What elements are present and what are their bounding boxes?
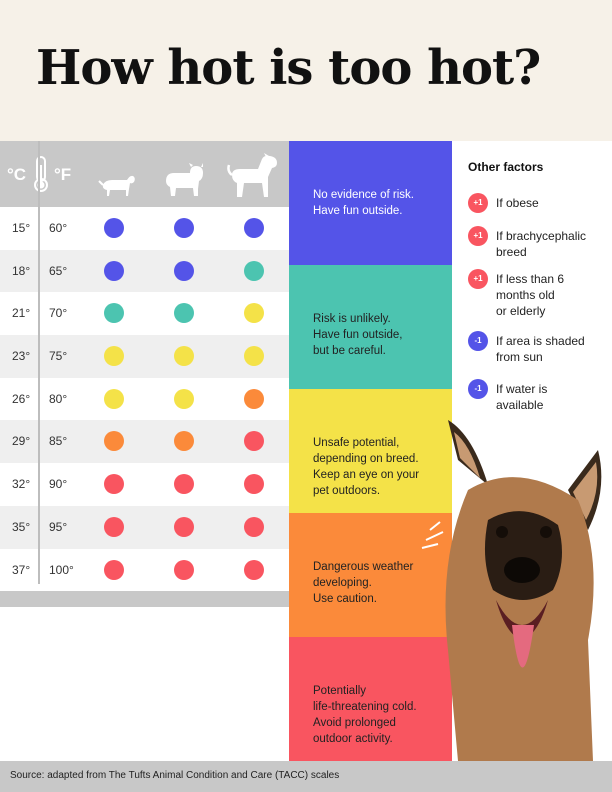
factor-badge: +1 <box>468 193 488 213</box>
table-row <box>0 335 289 378</box>
header <box>0 0 612 141</box>
fahrenheit-value: 80° <box>49 391 68 406</box>
risk-dot-large-dog <box>244 303 264 323</box>
table-row <box>0 250 289 293</box>
risk-dot-large-dog <box>244 346 264 366</box>
factor-badge: -1 <box>468 379 488 399</box>
fahrenheit-label: °F <box>54 165 72 184</box>
factor-badge: +1 <box>468 269 488 289</box>
fahrenheit-value: 60° <box>49 221 68 235</box>
celsius-value: 18° <box>12 263 31 278</box>
celsius-value: 15° <box>12 221 31 235</box>
celsius-value: 37° <box>12 562 31 577</box>
risk-dot-small-dog <box>104 389 124 409</box>
table-row <box>0 207 289 250</box>
german-shepherd-photo <box>418 420 612 761</box>
other-factors <box>452 141 612 461</box>
risk-band-text: Dangerous weather developing. Use caution. <box>313 561 414 605</box>
footer <box>0 761 612 792</box>
risk-dot-bulldog <box>174 560 194 580</box>
factor-text: If brachycephalic breed <box>496 229 587 259</box>
celsius-value: 29° <box>12 434 31 449</box>
risk-band-blue <box>289 141 452 265</box>
factor-text: If obese <box>496 196 539 210</box>
risk-dot-bulldog <box>174 303 194 323</box>
factor-badge: -1 <box>468 331 488 351</box>
risk-band-text: No evidence of risk. Have fun outside. <box>313 189 414 217</box>
risk-dot-large-dog <box>244 431 264 451</box>
risk-dot-small-dog <box>104 474 124 494</box>
risk-dot-large-dog <box>244 517 264 537</box>
other-factors-heading: Other factors <box>468 160 544 174</box>
celsius-label: °C <box>7 165 27 184</box>
risk-dot-bulldog <box>174 389 194 409</box>
source-note: Source: adapted from The Tufts Animal Condition and Care (TACC) scales <box>10 770 340 781</box>
table-header <box>0 141 289 207</box>
risk-dot-bulldog <box>174 261 194 281</box>
fahrenheit-value: 75° <box>49 349 68 364</box>
risk-dot-small-dog <box>104 218 124 238</box>
risk-band-text: Unsafe potential, depending on breed. Keep an eye on your pet outdoors. <box>313 437 420 497</box>
page-title: How hot is too hot? <box>36 40 541 96</box>
risk-dot-large-dog <box>244 389 264 409</box>
factor-text: If area is shaded from sun <box>496 334 585 364</box>
risk-dot-small-dog <box>104 560 124 580</box>
risk-dot-large-dog <box>244 261 264 281</box>
column-divider <box>38 141 40 584</box>
risk-dot-large-dog <box>244 474 264 494</box>
risk-band-teal <box>289 265 452 389</box>
factor-badge: +1 <box>468 226 488 246</box>
factor-text: If water is available <box>496 382 548 412</box>
celsius-value: 23° <box>12 349 31 364</box>
fahrenheit-value: 90° <box>49 477 68 492</box>
fahrenheit-value: 95° <box>49 519 68 534</box>
table-row <box>0 463 289 506</box>
fahrenheit-value: 100° <box>49 562 74 577</box>
temperature-table <box>0 141 289 607</box>
risk-band-text: Potentially life-threatening cold. Avoid prolonged outdoor activity. <box>313 685 417 745</box>
fahrenheit-value: 70° <box>49 306 68 321</box>
table-row <box>0 378 289 421</box>
risk-dot-bulldog <box>174 517 194 537</box>
celsius-value: 35° <box>12 519 31 534</box>
celsius-value: 32° <box>12 477 31 492</box>
bulldog-icon <box>162 163 206 199</box>
table-body <box>0 207 289 591</box>
factor-text: If less than 6 months old or elderly <box>496 272 565 318</box>
small-dog-icon <box>97 171 137 199</box>
fahrenheit-value: 65° <box>49 263 68 278</box>
risk-dot-bulldog <box>174 431 194 451</box>
thermometer-icon <box>32 155 50 193</box>
risk-dot-large-dog <box>244 218 264 238</box>
table-row <box>0 506 289 549</box>
risk-dot-bulldog <box>174 474 194 494</box>
table-row <box>0 420 289 463</box>
risk-band-text: Risk is unlikely. Have fun outside, but be careful. <box>313 313 403 357</box>
risk-dot-small-dog <box>104 431 124 451</box>
risk-dot-small-dog <box>104 346 124 366</box>
risk-dot-small-dog <box>104 261 124 281</box>
celsius-value: 26° <box>12 391 31 406</box>
table-row <box>0 549 289 592</box>
risk-dot-bulldog <box>174 218 194 238</box>
celsius-value: 21° <box>12 306 31 321</box>
table-footer <box>0 591 289 607</box>
risk-dot-bulldog <box>174 346 194 366</box>
risk-dot-large-dog <box>244 560 264 580</box>
risk-dot-small-dog <box>104 303 124 323</box>
large-dog-icon <box>226 153 280 199</box>
fahrenheit-value: 85° <box>49 434 68 449</box>
table-row <box>0 292 289 335</box>
risk-dot-small-dog <box>104 517 124 537</box>
